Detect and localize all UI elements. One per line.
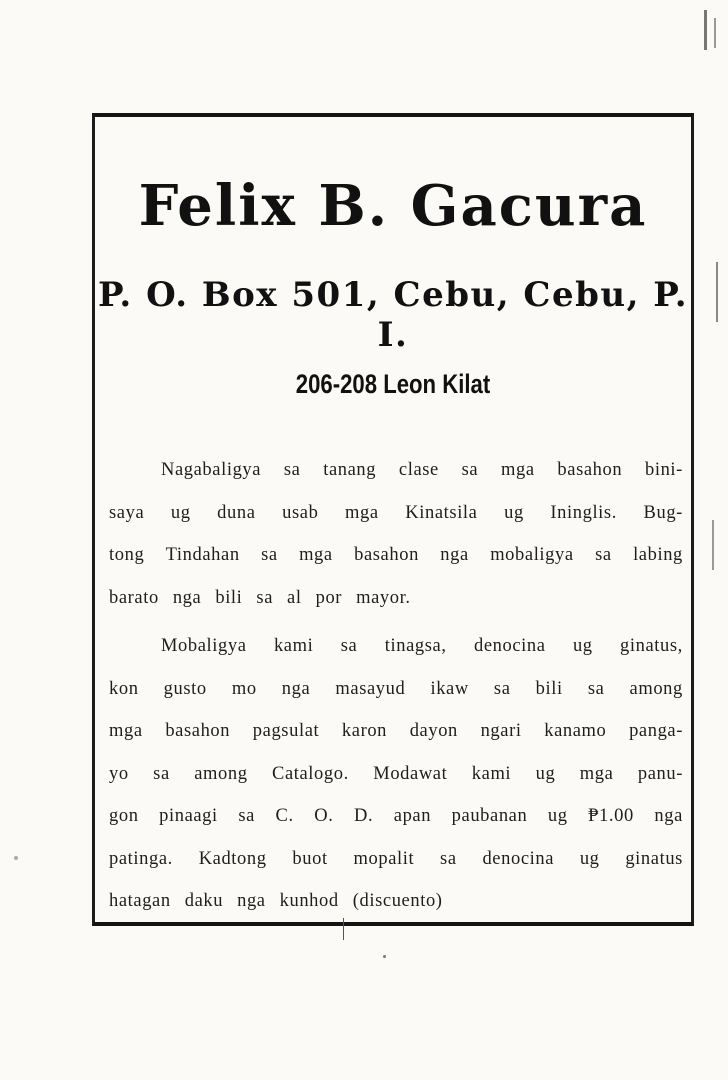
word: basahon — [557, 460, 623, 480]
word: usab — [282, 502, 319, 523]
text-line — [109, 795, 683, 838]
scan-mark — [14, 856, 18, 860]
scan-mark — [716, 262, 718, 322]
word: nga — [440, 545, 469, 565]
word: nga — [172, 587, 202, 608]
text-line — [109, 710, 683, 753]
word: mopalit — [353, 848, 415, 869]
word: tinagsa, — [384, 636, 447, 656]
text-line — [109, 838, 683, 881]
word: basahon — [165, 721, 231, 741]
word: mga — [501, 460, 535, 480]
word: mga — [345, 502, 379, 523]
word: mobaligya — [490, 545, 574, 565]
word: sa — [153, 763, 170, 784]
word: Nagabaligya — [161, 460, 262, 480]
word: tanang — [323, 460, 377, 480]
word: among — [629, 678, 683, 699]
word: sa — [440, 848, 457, 869]
scan-mark — [383, 955, 386, 958]
word: nga — [237, 891, 266, 911]
word: sa — [261, 545, 278, 565]
word: panga- — [629, 721, 683, 741]
scan-mark — [343, 918, 344, 940]
word: al — [287, 587, 302, 608]
street-address: 206-208 Leon Kilat — [295, 369, 491, 399]
word: ginatus, — [620, 636, 683, 656]
word: O. — [314, 806, 334, 826]
word: dayon — [409, 721, 458, 741]
text-line — [109, 625, 683, 668]
word: C. — [275, 806, 294, 826]
word: buot — [292, 848, 328, 869]
word: D. — [354, 806, 374, 826]
word: sa — [595, 545, 612, 565]
word: sa — [461, 460, 479, 480]
word: ug — [504, 502, 524, 523]
word: Bug- — [643, 502, 683, 523]
word: panu- — [637, 763, 683, 784]
word: Tindahan — [165, 545, 240, 565]
word: kami — [273, 636, 314, 656]
scan-mark — [714, 18, 716, 48]
word: mga — [299, 545, 333, 565]
word: ug — [572, 636, 593, 656]
word: daku — [184, 891, 224, 911]
paragraph-2 — [109, 625, 683, 923]
advertisement-body — [109, 449, 683, 923]
word: labing — [633, 545, 683, 565]
word: ngari — [480, 721, 522, 741]
word: Kinatsila — [405, 502, 478, 523]
word: Catalogo. — [272, 763, 349, 784]
word: gon — [109, 806, 139, 826]
text-line — [109, 449, 683, 492]
word: pinaagi — [159, 806, 218, 826]
business-name: Felix B. Gacura — [138, 173, 648, 239]
word: Ininglis. — [550, 502, 617, 523]
word: tong — [109, 545, 145, 565]
word: ikaw — [430, 678, 469, 699]
word: paubanan — [451, 806, 528, 826]
word: among — [194, 763, 248, 784]
word: bili — [535, 678, 563, 699]
word: kami — [471, 763, 512, 784]
word: ug — [535, 763, 556, 784]
text-line — [109, 577, 683, 620]
word: Mobaligya — [161, 636, 247, 656]
paragraph-1 — [109, 449, 683, 619]
postal-address: P. O. Box 501, Cebu, Cebu, P. I. — [97, 275, 689, 355]
text-line — [109, 880, 683, 923]
word: sa — [238, 806, 255, 826]
advertisement-box — [92, 113, 694, 926]
word: patinga. — [109, 848, 173, 869]
word: Kadtong — [198, 848, 267, 869]
scan-mark — [704, 10, 707, 50]
word: karon — [341, 721, 388, 741]
word: mayor. — [356, 587, 411, 608]
word: apan — [393, 806, 432, 826]
text-line — [109, 753, 683, 796]
word: nga — [281, 678, 311, 699]
word: clase — [398, 460, 439, 480]
word: ug — [579, 848, 600, 869]
word: sa — [340, 636, 358, 656]
word: Modawat — [373, 763, 448, 784]
word: sa — [587, 678, 605, 699]
word: sa — [283, 460, 301, 480]
word: saya — [109, 502, 145, 523]
word: mga — [109, 721, 143, 741]
word: duna — [217, 502, 256, 523]
word: mo — [231, 678, 257, 699]
word: por — [315, 587, 343, 608]
word: ug — [547, 806, 568, 826]
word: denocina — [473, 636, 546, 656]
text-line — [109, 668, 683, 711]
word: pagsulat — [252, 721, 320, 741]
word: bili — [215, 587, 243, 608]
text-line — [109, 534, 683, 577]
word: hatagan — [109, 891, 171, 911]
word: denocina — [482, 848, 555, 869]
word: ug — [170, 502, 191, 523]
word: basahon — [354, 545, 419, 565]
word: ₱1.00 — [588, 806, 634, 826]
word: sa — [256, 587, 274, 608]
word: (discuento) — [352, 891, 443, 911]
text-line — [109, 492, 683, 535]
word: kunhod — [279, 891, 339, 911]
word: gusto — [163, 678, 207, 699]
scan-mark — [712, 520, 714, 570]
word: kanamo — [544, 721, 607, 741]
word: sa — [493, 678, 511, 699]
word: masayud — [335, 678, 406, 699]
word: yo — [109, 763, 129, 784]
word: ginatus — [625, 848, 683, 869]
word: nga — [654, 806, 683, 826]
word: mga — [579, 763, 614, 784]
word: kon — [109, 678, 139, 699]
word: bini- — [644, 460, 683, 480]
word: barato — [109, 587, 159, 608]
